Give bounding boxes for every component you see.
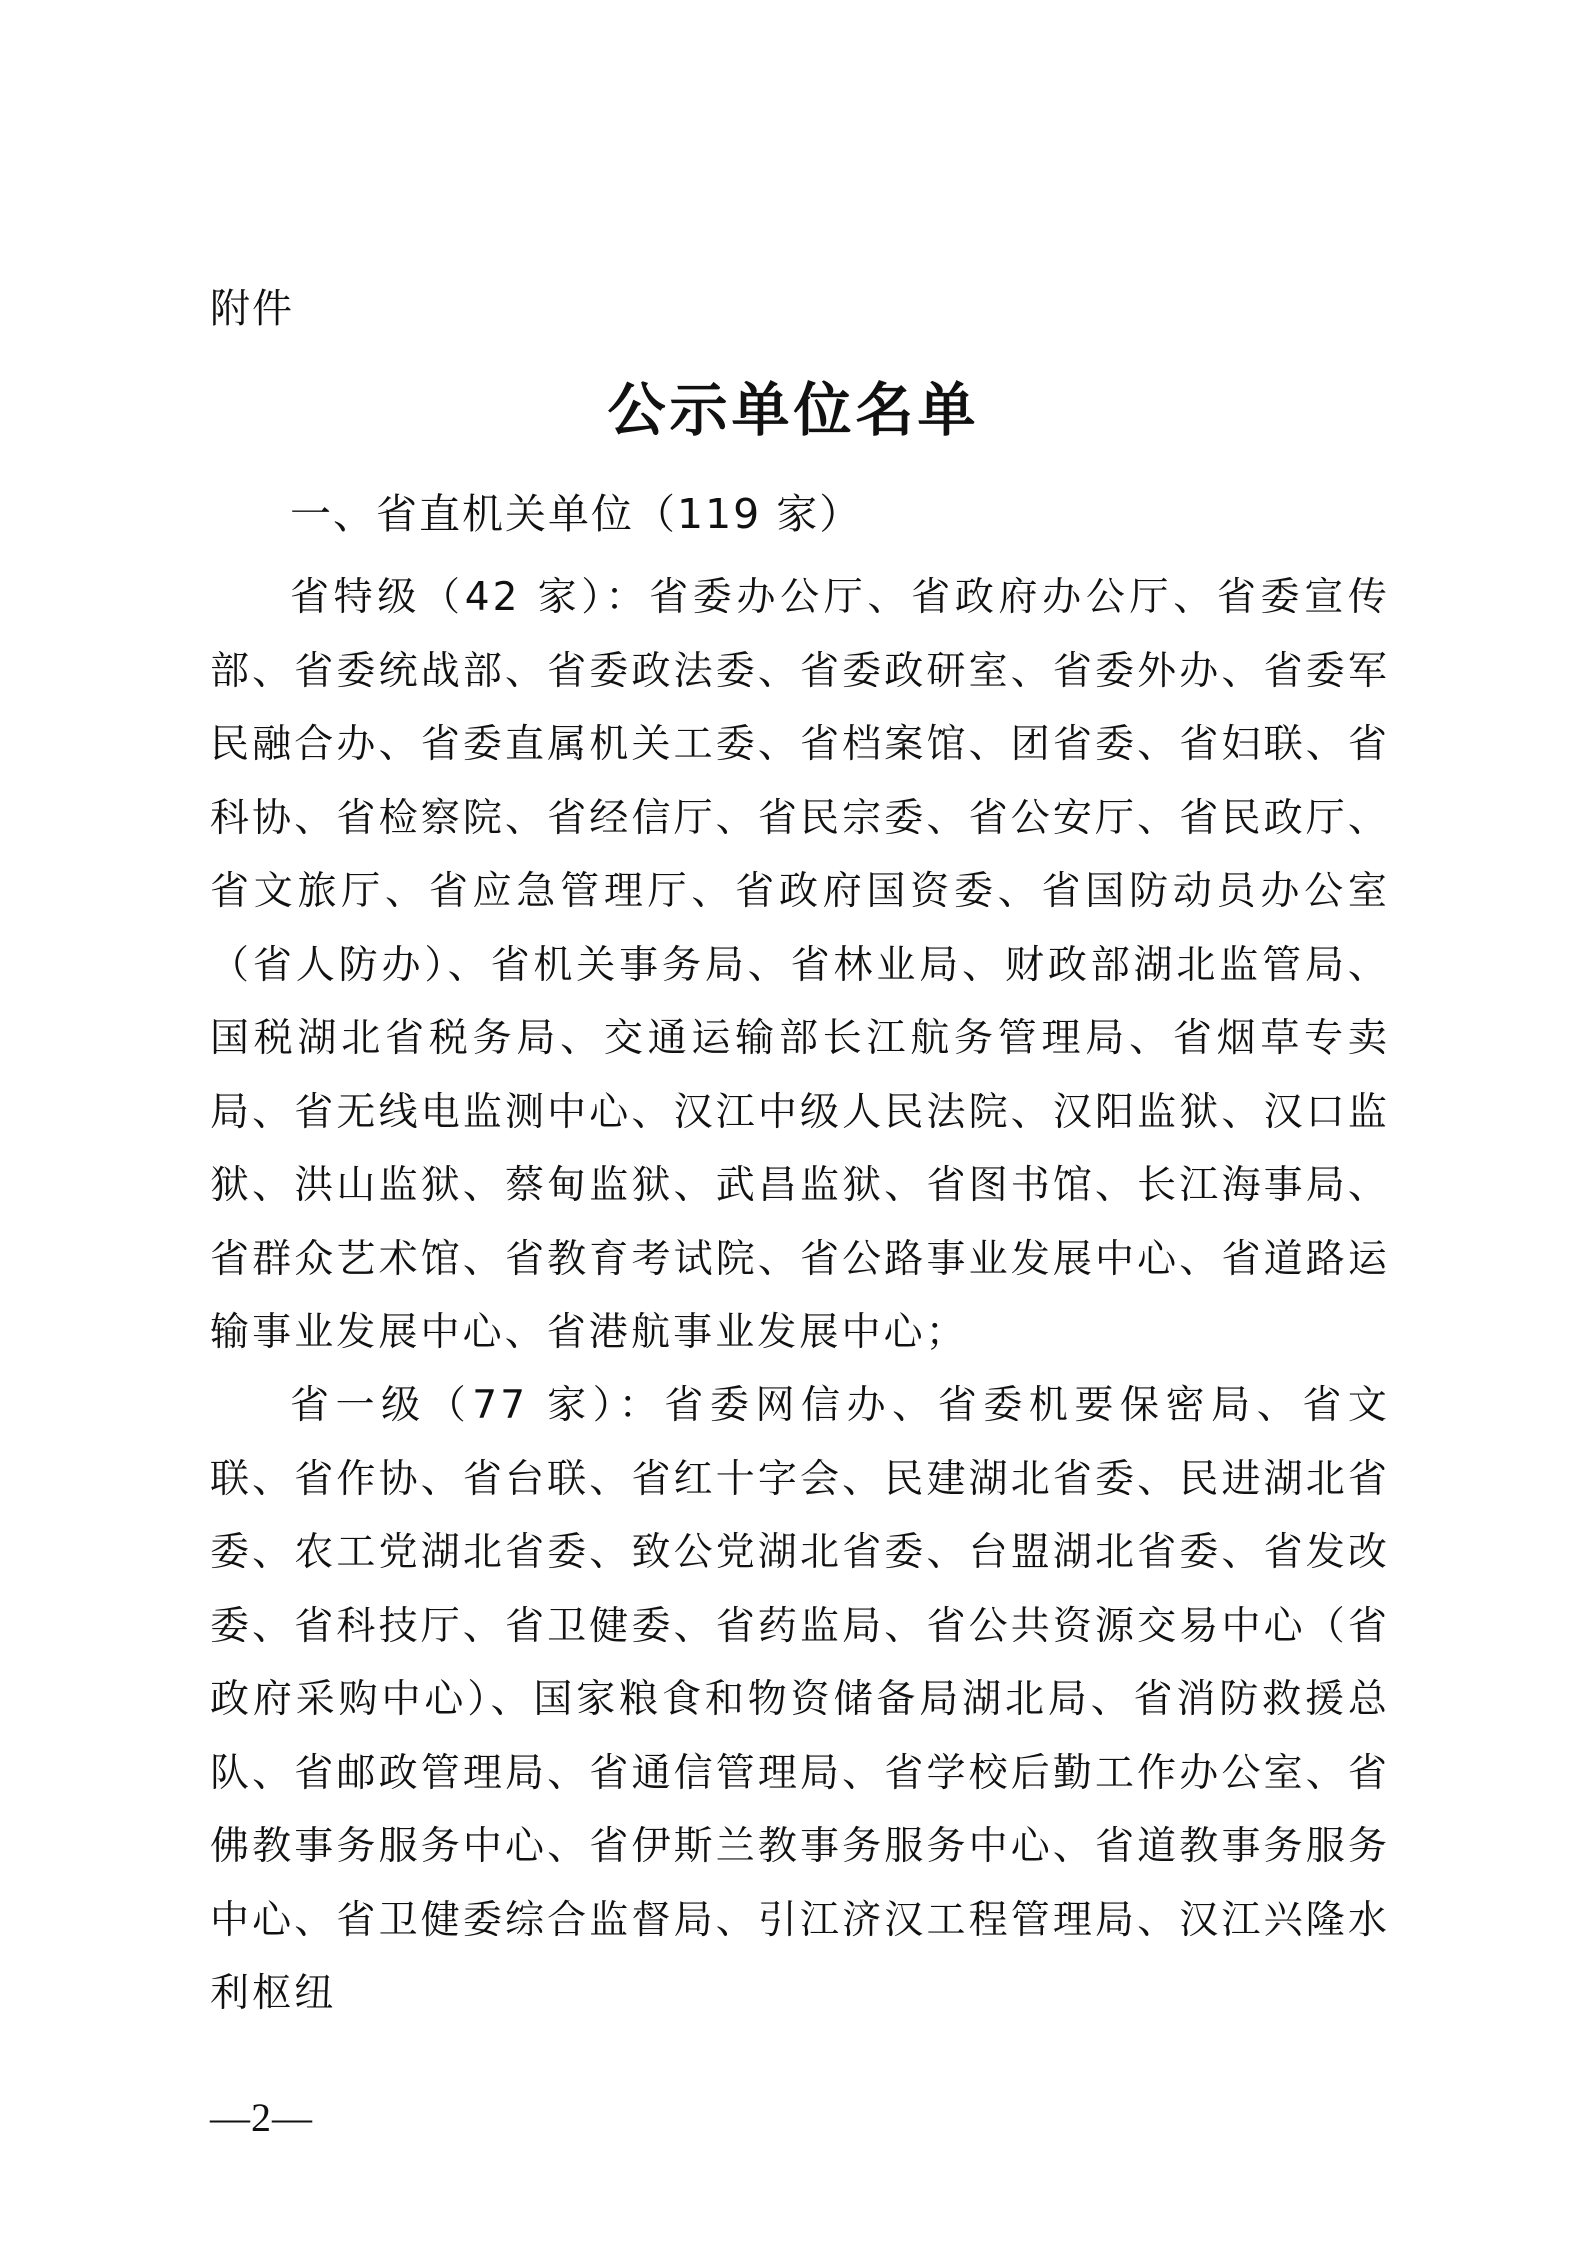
page-number: —2— (210, 2095, 313, 2140)
page-title: 公示单位名单 (607, 376, 980, 444)
attachment-label: 附件 (210, 286, 294, 332)
paragraph-first-grade: 省一级（77 家）：省委网信办、省委机要保密局、省文联、省作协、省台联、省红十字会、民建湖北省委、民进湖北省委、农工党湖北省委、致公党湖北省委、台盟湖北省委、省发改委、省科技厅、省卫健委、省药监局、省公共资源交易中心（省政府采购中心）、国家粮食和物资储备局湖北局、省消防救援总队、省邮政管理局、省通信管理局、省学校后勤工作办公室、省佛教事务服务中心、省伊斯兰教事务服务中心、省道教事务服务中心、省卫健委综合监督局、引江济汉工程管理局、汉江兴隆水利枢纽 (210, 1383, 1390, 2016)
section-heading: 一、省直机关单位（119 家） (290, 490, 863, 538)
paragraph-special-grade: 省特级（42 家）：省委办公厅、省政府办公厅、省委宣传部、省委统战部、省委政法委、省委政研室、省委外办、省委军民融合办、省委直属机关工委、省档案馆、团省委、省妇联、省科协、省检察院、省经信厅、省民宗委、省公安厅、省民政厅、省文旅厅、省应急管理厅、省政府国资委、省国防动员办公室（省人防办）、省机关事务局、省林业局、财政部湖北监管局、国税湖北省税务局、交通运输部长江航务管理局、省烟草专卖局、省无线电监测中心、汉江中级人民法院、汉阳监狱、汉口监狱、洪山监狱、蔡甸监狱、武昌监狱、省图书馆、长江海事局、省群众艺术馆、省教育考试院、省公路事业发展中心、省道路运输事业发展中心、省港航事业发展中心； (210, 575, 1390, 1355)
